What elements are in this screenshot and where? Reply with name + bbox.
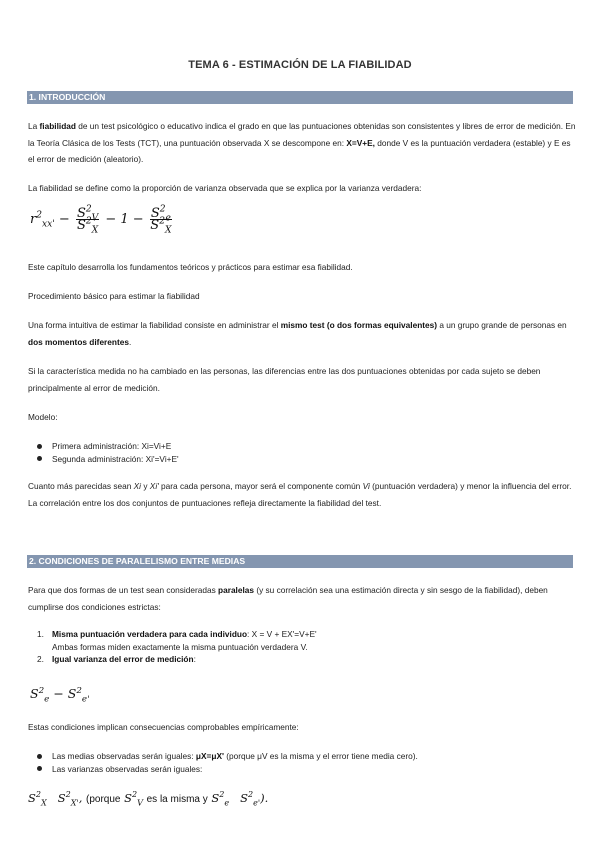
section-heading-paralelismo: 2. CONDICIONES DE PARALELISMO ENTRE MEDIAS — [27, 555, 573, 568]
unchanged-paragraph: Si la característica medida no ha cambiado en las personas, las diferencias entre las dos puntuaciones obtenidas por cada sujeto se deben principalmente al error de medición. — [28, 366, 541, 393]
error-variance-formula: $S^2_e - S^2_{e'}$ — [30, 685, 90, 705]
page-title: TEMA 6 - ESTIMACIÓN DE LA FIABILIDAD — [188, 59, 412, 71]
implies-paragraph: Estas condiciones implican consecuencias comprobables empíricamente: — [28, 722, 299, 732]
model-list — [37, 440, 179, 465]
conditions-list — [37, 628, 317, 666]
list-item: 1. Misma puntuación verdadera para cada individuo: X = V + EX'=V+E' Ambas formas miden exactamente la misma puntuación verdadera V. — [37, 629, 317, 652]
chapter-paragraph: Este capítulo desarrolla los fundamentos teóricos y prácticos para estimar esa fiabilidad. — [28, 262, 353, 272]
method-paragraph: Una forma intuitiva de estimar la fiabilidad consiste en administrar el mismo test (o dos formas equivalentes) a un grupo grande de personas en dos momentos diferentes. — [28, 320, 567, 347]
observed-variance-formula: $S^2_X$ $S^2_{X'}$, (porque $S^2_V$ es la misma y $S^2_e$ $S^2_{e'}$). — [28, 790, 269, 808]
bullet-icon — [37, 766, 42, 771]
bullet-icon — [37, 444, 42, 449]
bullet-icon — [37, 456, 42, 461]
bullet-icon — [37, 754, 42, 759]
list-item: Segunda administración: Xi'=Vi+E' — [37, 453, 179, 466]
list-item: Las varianzas observadas serán iguales: — [37, 763, 418, 776]
list-item: 2. Igual varianza del error de medición: — [37, 654, 196, 664]
reliability-formula: $r^2_{xx'}$ − $\frac{S^2_V}{S^2_X}$ − 1 − $\frac{S^2_e}{S^2_X}$ — [30, 204, 172, 236]
procedure-heading: Procedimiento básico para estimar la fiabilidad — [28, 291, 200, 301]
list-item: Primera administración: Xi=Vi+E — [37, 440, 179, 453]
list-item: Las medias observadas serán iguales: μX=μX' (porque μV es la misma y el error tiene media cero). — [37, 750, 418, 763]
parallel-intro-paragraph: Para que dos formas de un test sean consideradas paralelas (y su correlación sea una estimación directa y sin sesgo de la fiabilidad), deben cumplirse dos condiciones estrictas: — [28, 585, 548, 612]
intro-paragraph: La fiabilidad de un test psicológico o educativo indica el grado en que las puntuaciones obtenidas son consistentes y libres de error de medición. En la Teoría Clásica de los Tests (TCT), una puntuación observada X se descompone en: X=V+E, donde V es la puntuación verdadera (estable) y E es el error de medición (aleatorio). — [28, 121, 576, 164]
consequences-list — [37, 750, 418, 775]
closing-paragraph: Cuanto más parecidas sean Xi y Xi' para cada persona, mayor será el componente común Vi (puntuación verdadera) y menor la influencia del error. La correlación entre los dos conjuntos de puntuaciones refleja directamente la fiabilidad del test. — [28, 481, 572, 508]
model-label: Modelo: — [28, 412, 58, 422]
definition-paragraph: La fiabilidad se define como la proporción de varianza observada que se explica por la varianza verdadera: — [28, 183, 422, 193]
section-heading-introduccion: 1. INTRODUCCIÓN — [27, 91, 573, 104]
